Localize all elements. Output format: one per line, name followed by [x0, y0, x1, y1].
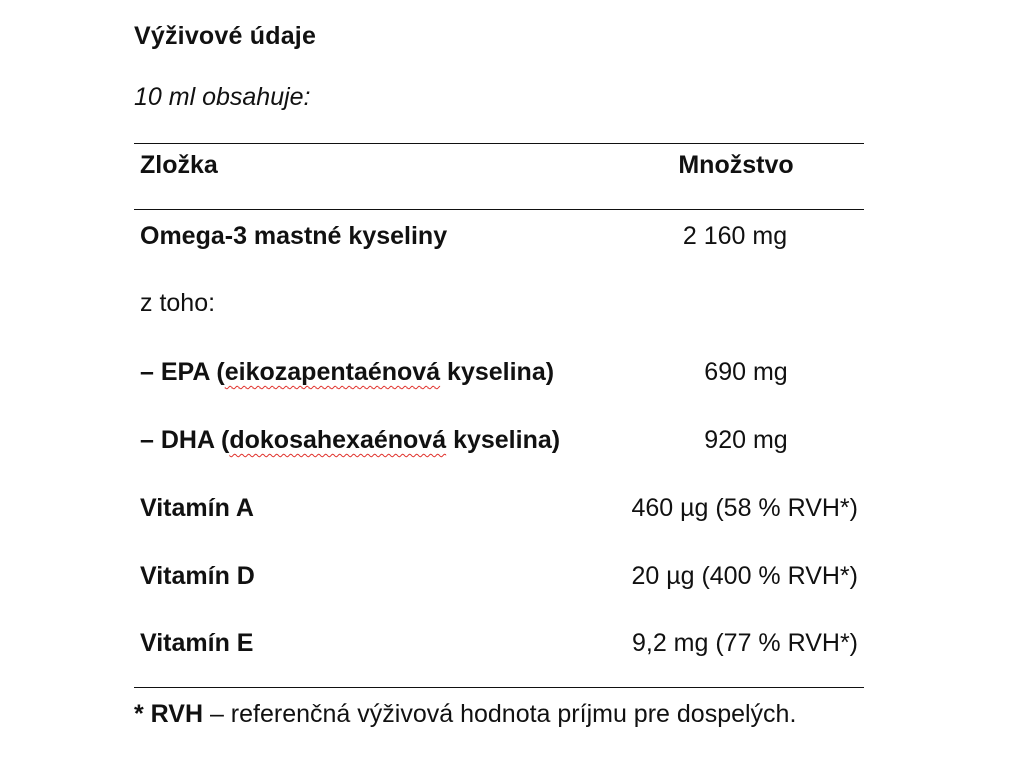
- table-row-name: Vitamín E: [140, 629, 254, 657]
- table-row-amount: 2 160 mg: [682, 222, 788, 250]
- table-row-name: Omega-3 mastné kyseliny: [140, 222, 448, 250]
- table-top-rule: [134, 143, 864, 144]
- table-row-amount: 20 µg (400 % RVH*): [631, 562, 858, 590]
- table-row-amount: 460 µg (58 % RVH*): [631, 494, 858, 522]
- row-name-prefix: – DHA (: [140, 426, 230, 454]
- row-name-suffix: kyselina): [440, 358, 555, 386]
- footnote-marker: * RVH: [134, 700, 204, 728]
- table-row-amount: 9,2 mg (77 % RVH*): [631, 629, 858, 657]
- table-bottom-rule: [134, 687, 864, 688]
- table-row-name: [140, 357, 554, 387]
- header-component: Zložka: [140, 151, 218, 179]
- page-subtitle: 10 ml obsahuje:: [134, 83, 311, 111]
- header-amount: Množstvo: [678, 151, 794, 179]
- footnote-text: – referenčná výživová hodnota príjmu pre dospelých.: [203, 700, 797, 728]
- row-name-suffix: kyselina): [446, 426, 561, 454]
- table-row-amount: 690 mg: [704, 358, 788, 386]
- header-bottom-rule: [134, 209, 864, 210]
- table-row-name: Vitamín A: [140, 494, 254, 522]
- table-row-name: [140, 425, 560, 455]
- table-row-amount: 920 mg: [704, 426, 788, 454]
- table-row-name: z toho:: [140, 289, 216, 317]
- page-title: Výživové údaje: [134, 22, 317, 50]
- table-row-name: Vitamín D: [140, 562, 255, 590]
- footnote: [134, 700, 796, 729]
- row-name-prefix: – EPA (: [140, 358, 225, 386]
- spellcheck-flagged-word: dokosahexaénová: [229, 426, 447, 454]
- spellcheck-flagged-word: eikozapentaénová: [224, 358, 441, 386]
